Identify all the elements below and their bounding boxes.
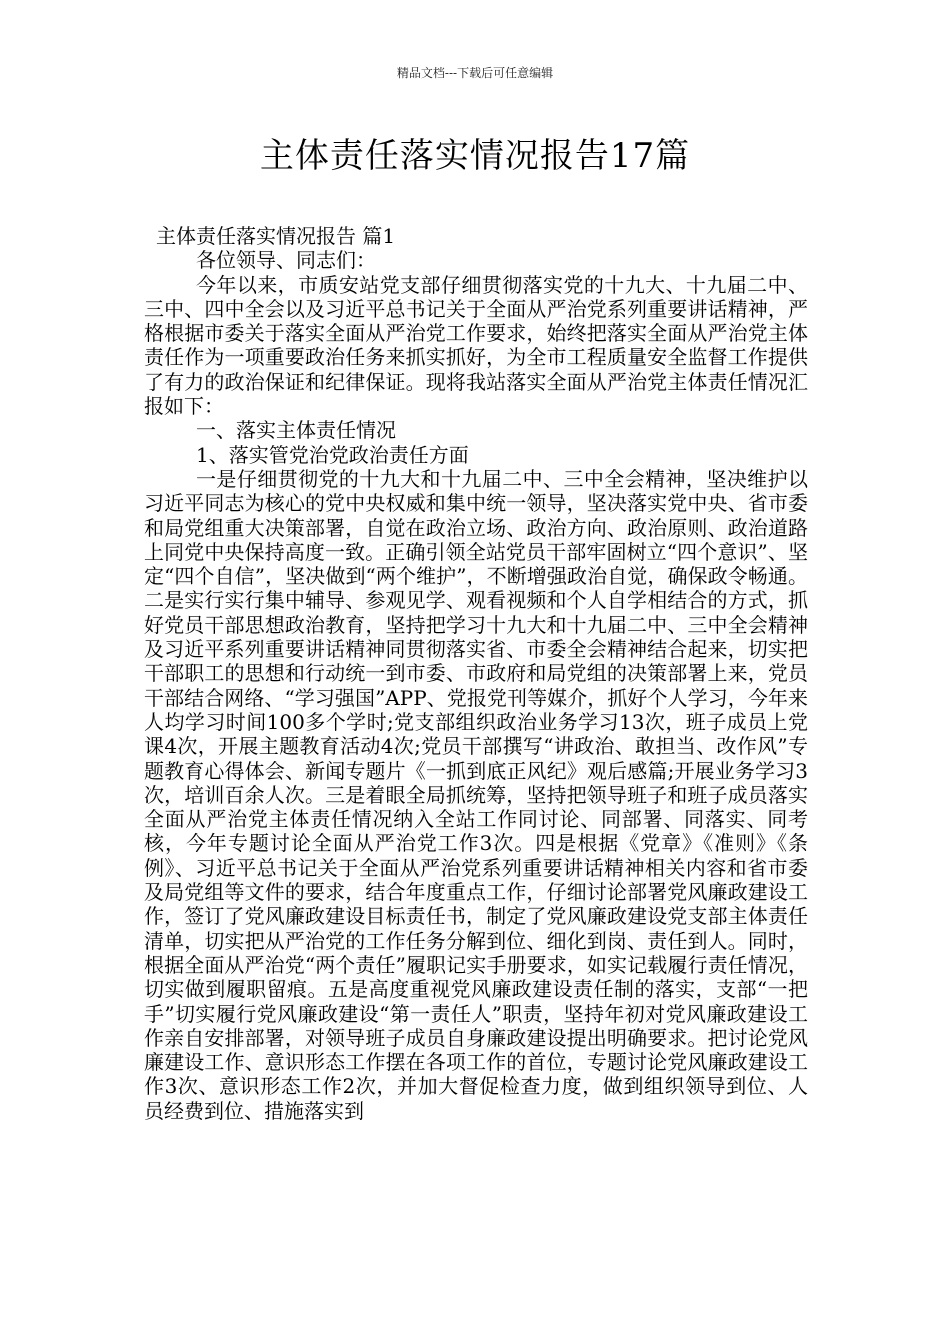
salutation: 各位领导、同志们： <box>196 248 376 273</box>
paragraph-intro: 今年以来，市质安站党支部仔细贯彻落实党的十九大、十九届二中、三中、四中全会以及习近平总书记关于全面从严治党系列重要讲话精神，严格根据市委关于落实全面从严治党工作要求，始终把落实全面从严治党主体责任作为一项重要政治任务来抓实抓好，为全市工程质量安全监督工作提供了有力的政治保证和纪律保证。现将我站落实全面从严治党主体责任情况汇报如下： <box>144 272 808 419</box>
document-body <box>144 224 808 1123</box>
header-note: 精品文档---下载后可任意编辑 <box>396 66 554 80</box>
paragraph-body: 一是仔细贯彻党的十九大和十九届二中、三中全会精神，坚决维护以习近平同志为核心的党中央权威和集中统一领导，坚决落实党中央、省市委和局党组重大决策部署，自觉在政治立场、政治方向、政治原则、政治道路上同党中央保持高度一致。正确引领全站党员干部牢固树立“四个意识”、坚定“四个自信”，坚决做到“两个维护”，不断增强政治自觉，确保政令畅通。二是实行实行集中辅导、参观见学、观看视频和个人自学相结合的方式，抓好党员干部思想政治教育，坚持把学习十九大和十九届二中、三中全会精神及习近平系列重要讲话精神同贯彻落实省、市委全会精神结合起来，切实把干部职工的思想和行动统一到市委、市政府和局党组的决策部署上来，党员干部结合网络、“学习强国”APP、党报党刊等媒介，抓好个人学习，今年来人均学习时间100多个学时;党支部组织政治业务学习13次，班子成员上党课4次，开展主题教育活动4次;党员干部撰写“讲政治、敢担当、改作风”专题教育心得体会、新闻专题片《一抓到底正风纪》观后感篇;开展业务学习3次，培训百余人次。三是着眼全局抓统筹，坚持把领导班子和班子成员落实全面从严治党主体责任情况纳入全站工作同讨论、同部署、同落实、同考核，今年专题讨论全面从严治党工作3次。四是根据《党章》《准则》《条例》、习近平总书记关于全面从严治党系列重要讲话精神相关内容和省市委及局党组等文件的要求，结合年度重点工作，仔细讨论部署党风廉政建设工作，签订了党风廉政建设目标责任书，制定了党风廉政建设党支部主体责任清单，切实把从严治党的工作任务分解到位、细化到岗、责任到人。同时，根据全面从严治党“两个责任”履职记实手册要求，如实记载履行责任情况，切实做到履职留痕。五是高度重视党风廉政建设责任制的落实，支部“一把手”切实履行党风廉政建设“第一责任人”职责，坚持年初对党风廉政建设工作亲自安排部署，对领导班子成员自身廉政建设提出明确要求。把讨论党风廉建设工作、意识形态工作摆在各项工作的首位，专题讨论党风廉政建设工作3次、意识形态工作2次，并加大督促检查力度，做到组织领导到位、人员经费到位、措施落实到 <box>144 466 808 1123</box>
document-title: 主体责任落实情况报告17篇 <box>259 136 691 176</box>
heading-level-2: 1、落实管党治党政治责任方面 <box>196 442 469 467</box>
heading-level-1: 一、落实主体责任情况 <box>196 418 396 443</box>
section-title: 主体责任落实情况报告 篇1 <box>156 224 396 248</box>
